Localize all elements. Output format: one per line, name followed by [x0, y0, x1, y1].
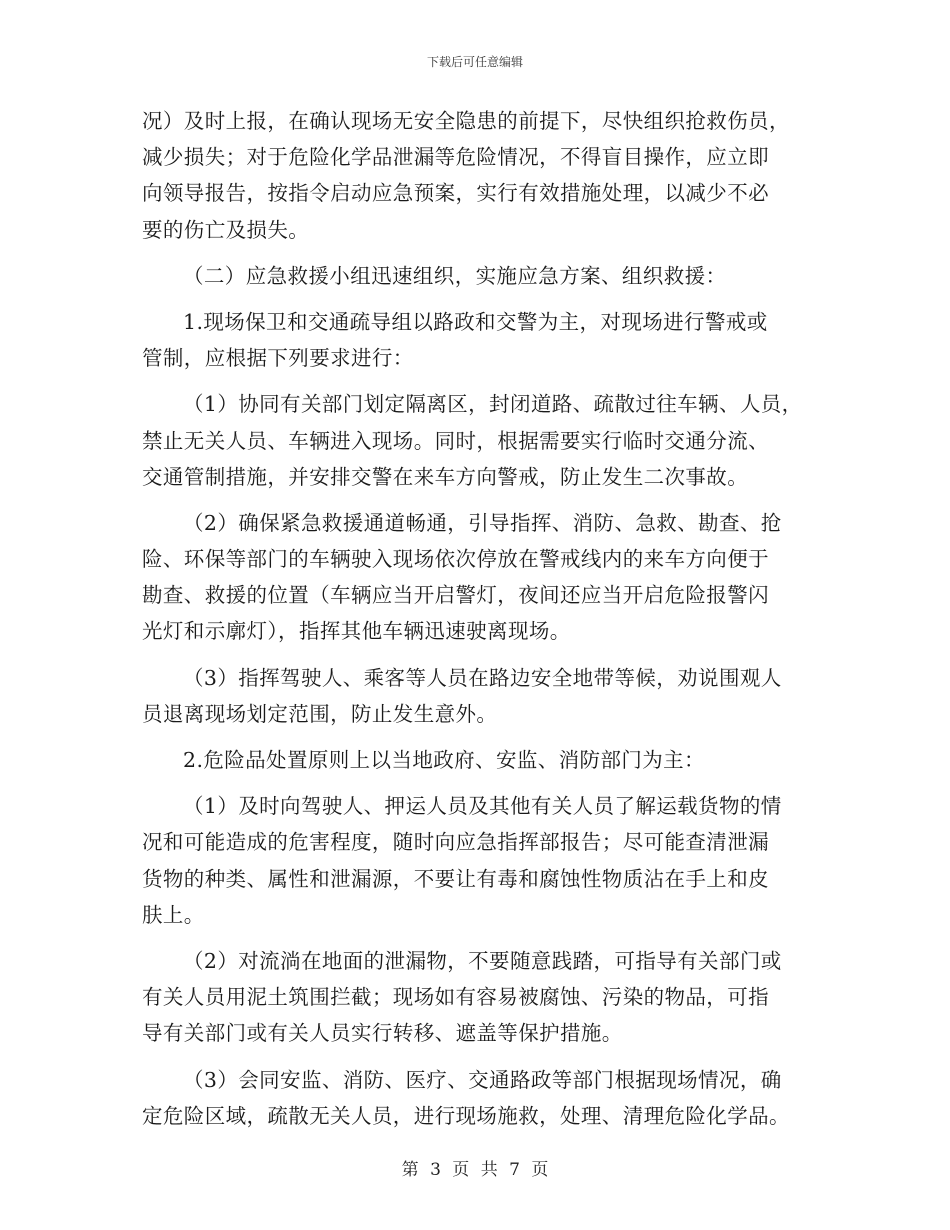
paragraph-gap [142, 376, 822, 386]
paragraph [142, 103, 822, 248]
text-line: （1）及时向驾驶人、押运人员及其他有关人员了解运载货物的情 [183, 794, 782, 819]
text-line: （2）确保紧急救援通道畅通，引导指挥、消防、急救、勘查、抢 [183, 510, 782, 535]
page-footer: 第 3 页 共 7 页 [401, 1160, 549, 1180]
paragraph-gap [142, 495, 822, 505]
text-line: 定危险区域，疏散无关人员，进行现场施救，处理、清理危险化学品。 [142, 1103, 790, 1128]
paragraph-gap [142, 248, 822, 258]
text-line: （1）协同有关部门划定隔离区，封闭道路、疏散过往车辆、人员， [183, 392, 803, 417]
text-line: 况）及时上报，在确认现场无安全隐患的前提下，尽快组织抢救伤员， [142, 109, 790, 133]
paragraph [142, 742, 822, 778]
text-line: 勘查、救援的位置（车辆应当开启警灯，夜间还应当开启危险报警闪 [142, 583, 769, 608]
text-line: 交通管制措施，并安排交警在来车方向警戒，防止发生二次事故。 [142, 464, 749, 489]
paragraph [142, 258, 822, 294]
paragraph [142, 304, 822, 376]
text-line: （3）会同安监、消防、医疗、交通路政等部门根据现场情况，确 [183, 1067, 782, 1092]
text-line: 险、环保等部门的车辆驶入现场依次停放在警戒线内的来车方向便于 [142, 547, 769, 572]
text-line: 要的伤亡及损失。 [142, 217, 310, 242]
document-body [142, 103, 822, 1134]
paragraph-gap [142, 650, 822, 660]
paragraph [142, 943, 822, 1052]
text-line: （3）指挥驾驶人、乘客等人员在路边安全地带等候，劝说围观人 [183, 665, 782, 690]
paragraph-gap [142, 294, 822, 304]
paragraph [142, 386, 822, 495]
paragraph-gap [142, 778, 822, 788]
paragraph-gap [142, 1052, 822, 1062]
paragraph-gap [142, 933, 822, 943]
text-line: 2.危险品处置原则上以当地政府、安监、消防部门为主： [183, 748, 705, 772]
paragraph [142, 660, 822, 732]
text-line: （2）对流淌在地面的泄漏物，不要随意践踏，可指导有关部门或 [183, 948, 782, 973]
page-header: 下载后可任意编辑 [426, 55, 523, 69]
text-line: 肤上。 [142, 902, 205, 927]
paragraph [142, 505, 822, 650]
text-line: （二）应急救援小组迅速组织，实施应急方案、组织救援： [183, 263, 727, 288]
text-line: 减少损失；对于危险化学品泄漏等危险情况，不得盲目操作，应立即 [142, 145, 769, 170]
text-line: 向领导报告，按指令启动应急预案，实行有效措施处理，以减少不必 [142, 181, 769, 206]
paragraph [142, 788, 822, 933]
text-line: 光灯和示廓灯），指挥其他车辆迅速驶离现场。 [142, 619, 571, 644]
text-line: 导有关部门或有关人员实行转移、遮盖等保护措施。 [142, 1021, 623, 1046]
text-line: 禁止无关人员、车辆进入现场。同时，根据需要实行临时交通分流、 [142, 428, 769, 453]
text-line: 货物的种类、属性和泄漏源，不要让有毒和腐蚀性物质沾在手上和皮 [142, 866, 769, 891]
text-line: 管制，应根据下列要求进行： [142, 346, 414, 371]
text-line: 员退离现场划定范围，防止发生意外。 [142, 701, 498, 726]
text-line: 1.现场保卫和交通疏导组以路政和交警为主，对现场进行警戒或 [183, 309, 768, 334]
paragraph [142, 1062, 822, 1134]
paragraph-gap [142, 732, 822, 742]
text-line: 有关人员用泥土筑围拦截；现场如有容易被腐蚀、污染的物品，可指 [142, 985, 769, 1010]
text-line: 况和可能造成的危害程度，随时向应急指挥部报告；尽可能查清泄漏 [142, 830, 769, 855]
